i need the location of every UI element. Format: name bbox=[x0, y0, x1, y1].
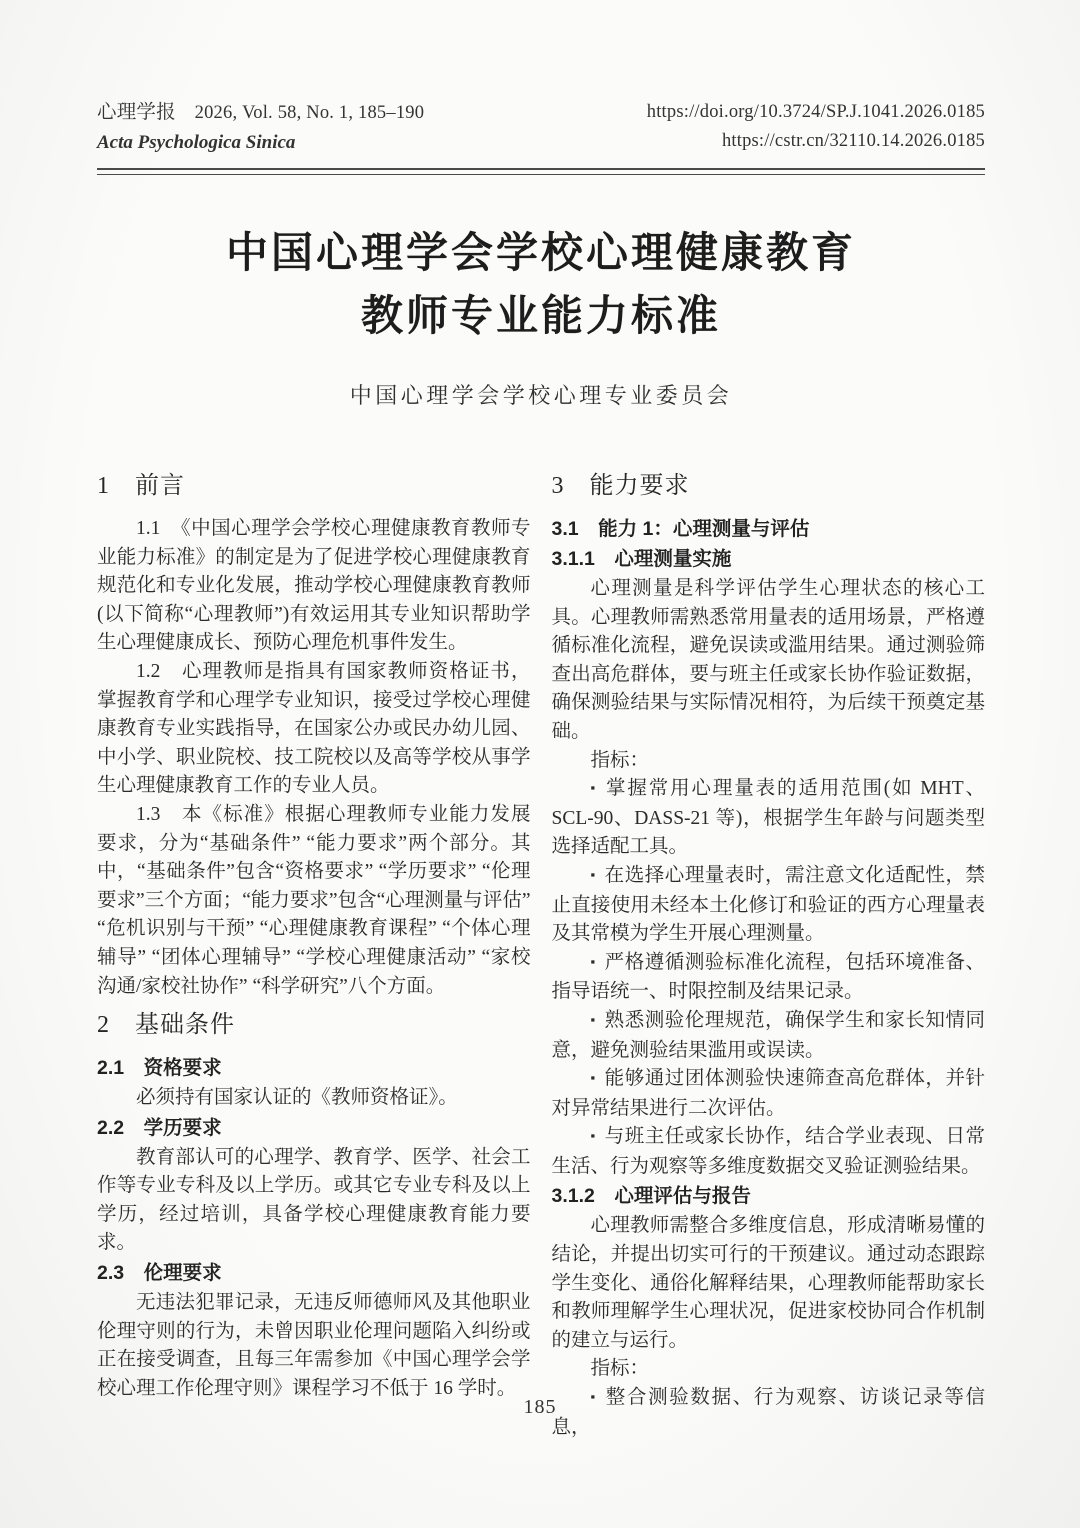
bullet-item bbox=[552, 1123, 986, 1181]
bullet-item bbox=[552, 1007, 986, 1065]
journal-citation: 2026, Vol. 58, No. 1, 185–190 bbox=[194, 103, 425, 123]
article-title bbox=[97, 221, 985, 347]
page-header bbox=[97, 98, 985, 157]
header-rule bbox=[97, 168, 985, 175]
subsubsection-heading: 3.1.1 心理测量实施 bbox=[551, 548, 732, 570]
bullet-icon: ▪ bbox=[590, 953, 596, 969]
bullet-icon: ▪ bbox=[590, 866, 596, 882]
subsection-heading: 2.2 学历要求 bbox=[97, 1116, 222, 1139]
bullet-item bbox=[552, 949, 986, 1007]
subsubsection-heading: 3.1.2 心理评估与报告 bbox=[551, 1185, 751, 1208]
paragraph: 无违法犯罪记录，无违反师德师风及其他职业伦理守则的行为，未曾因职业伦理问题陷入纠纷或正在接受调查，且每三年需参加《中国心理学会学校心理工作伦理守则》课程学习不低于 16 学时。 bbox=[97, 1292, 531, 1399]
bullet-item bbox=[552, 775, 986, 862]
paragraph: 教育部认可的心理学、教育学、医学、社会工作等专业专科及以上学历。或其它专业专科及以上学历，经过培训，具备学校心理健康教育能力要求。 bbox=[97, 1146, 531, 1254]
paragraph: 必须持有国家认证的《教师资格证》。 bbox=[136, 1087, 458, 1109]
bullet-icon: ▪ bbox=[590, 1389, 596, 1405]
bullet-icon: ▪ bbox=[590, 780, 596, 796]
doi-link: https://doi.org/10.3724/SP.J.1041.2026.0185 bbox=[646, 102, 985, 122]
journal-title-en: Acta Psychologica Sinica bbox=[97, 132, 296, 153]
paragraph: 1.1 《中国心理学会学校心理健康教育教师专业能力标准》的制定是为了促进学校心理健康教育规范化和专业化发展，推动学校心理健康教育教师(以下简称“心理教师”)有效运用其专业知识帮助学生心理健康成长、预防心理危机事件发生。 bbox=[97, 518, 531, 654]
journal-identity bbox=[97, 98, 424, 157]
right-column bbox=[552, 462, 986, 1442]
bullet-item bbox=[552, 1065, 986, 1123]
paragraph: 心理测量是科学评估学生心理状态的核心工具。心理教师需熟悉常用量表的适用场景，严格遵循标准化流程，避免误读或滥用结果。通过测验筛查出高危群体，要与班主任或家长协作验证数据，确保测验结果与实际情况相符，为后续干预奠定基础。 bbox=[551, 578, 985, 742]
article-body bbox=[97, 462, 985, 1442]
section-heading: 1 前言 bbox=[97, 473, 185, 499]
subsection-heading: 2.3 伦理要求 bbox=[97, 1262, 222, 1285]
bullet-item bbox=[552, 862, 986, 949]
article-title-line1: 中国心理学会学校心理健康教育 bbox=[225, 229, 856, 276]
paragraph: 指标： bbox=[590, 1358, 650, 1380]
section-heading: 2 基础条件 bbox=[97, 1012, 235, 1039]
article-author: 中国心理学会学校心理专业委员会 bbox=[349, 383, 733, 408]
paragraph: 指标： bbox=[590, 749, 650, 771]
subsection-heading: 2.1 资格要求 bbox=[97, 1057, 222, 1080]
bullet-text: 严格遵循测验标准化流程，包括环境准备、指导语统一、时限控制及结果记录。 bbox=[551, 951, 985, 1003]
bullet-text: 掌握常用心理量表的适用范围(如 MHT、SCL-90、DASS-21 等)，根据学生年龄与问题类型选择适配工具。 bbox=[551, 778, 985, 858]
paragraph: 1.3 本《标准》根据心理教师专业能力发展要求，分为“基础条件” “能力要求”两个部分。其中，“基础条件”包含“资格要求” “学历要求” “伦理要求”三个方面；“能力要求”包含“心理测量与评估” “危机识别与干预” “心理健康教育课程” “个体心理辅导” “团体心理辅导” “学校心理健康活动” “家校沟通/家校社协作” “科学研究”八个方面。 bbox=[97, 803, 531, 997]
paragraph: 1.2 心理教师是指具有国家教师资格证书，掌握教育学和心理学专业知识，接受过学校心理健康教育专业实践指导，在国家公办或民办幼儿园、中小学、职业院校、技工院校以及高等学校从事学生心理健康教育工作的专业人员。 bbox=[97, 660, 531, 797]
bullet-text: 在选择心理量表时，需注意文化适配性，禁止直接使用未经本土化修订和验证的西方心理量表及其常模为学生开展心理测量。 bbox=[551, 864, 985, 945]
bullet-icon: ▪ bbox=[590, 1070, 596, 1086]
left-column bbox=[97, 462, 531, 1442]
bullet-icon: ▪ bbox=[590, 1011, 596, 1027]
subsection-heading: 3.1 能力 1：心理测量与评估 bbox=[551, 518, 810, 540]
cstr-link: https://cstr.cn/32110.14.2026.0185 bbox=[721, 131, 985, 151]
bullet-icon: ▪ bbox=[590, 1128, 596, 1144]
article-title-line2: 教师专业能力标准 bbox=[360, 292, 721, 339]
bullet-text: 与班主任或家长协作，结合学业表现、日常生活、行为观察等多维度数据交叉验证测验结果。 bbox=[551, 1126, 985, 1177]
bullet-text: 能够通过团体测验快速筛查高危群体，并针对异常结果进行二次评估。 bbox=[551, 1068, 985, 1119]
article-identifiers bbox=[647, 98, 985, 156]
paragraph: 心理教师需整合多维度信息，形成清晰易懂的结论，并提出切实可行的干预建议。通过动态跟踪学生变化、通俗化解释结果，心理教师能帮助家长和教师理解学生心理状况，促进家校协同合作机制的建立与运行。 bbox=[551, 1215, 985, 1351]
bullet-text: 熟悉测验伦理规范，确保学生和家长知情同意，避免测验结果滥用或误读。 bbox=[551, 1009, 985, 1061]
page-number: 185 bbox=[523, 1396, 557, 1418]
bullet-text: 整合测验数据、行为观察、访谈记录等信息， bbox=[551, 1387, 985, 1438]
section-heading: 3 能力要求 bbox=[551, 473, 690, 499]
journal-title-zh: 心理学报 bbox=[97, 102, 176, 123]
